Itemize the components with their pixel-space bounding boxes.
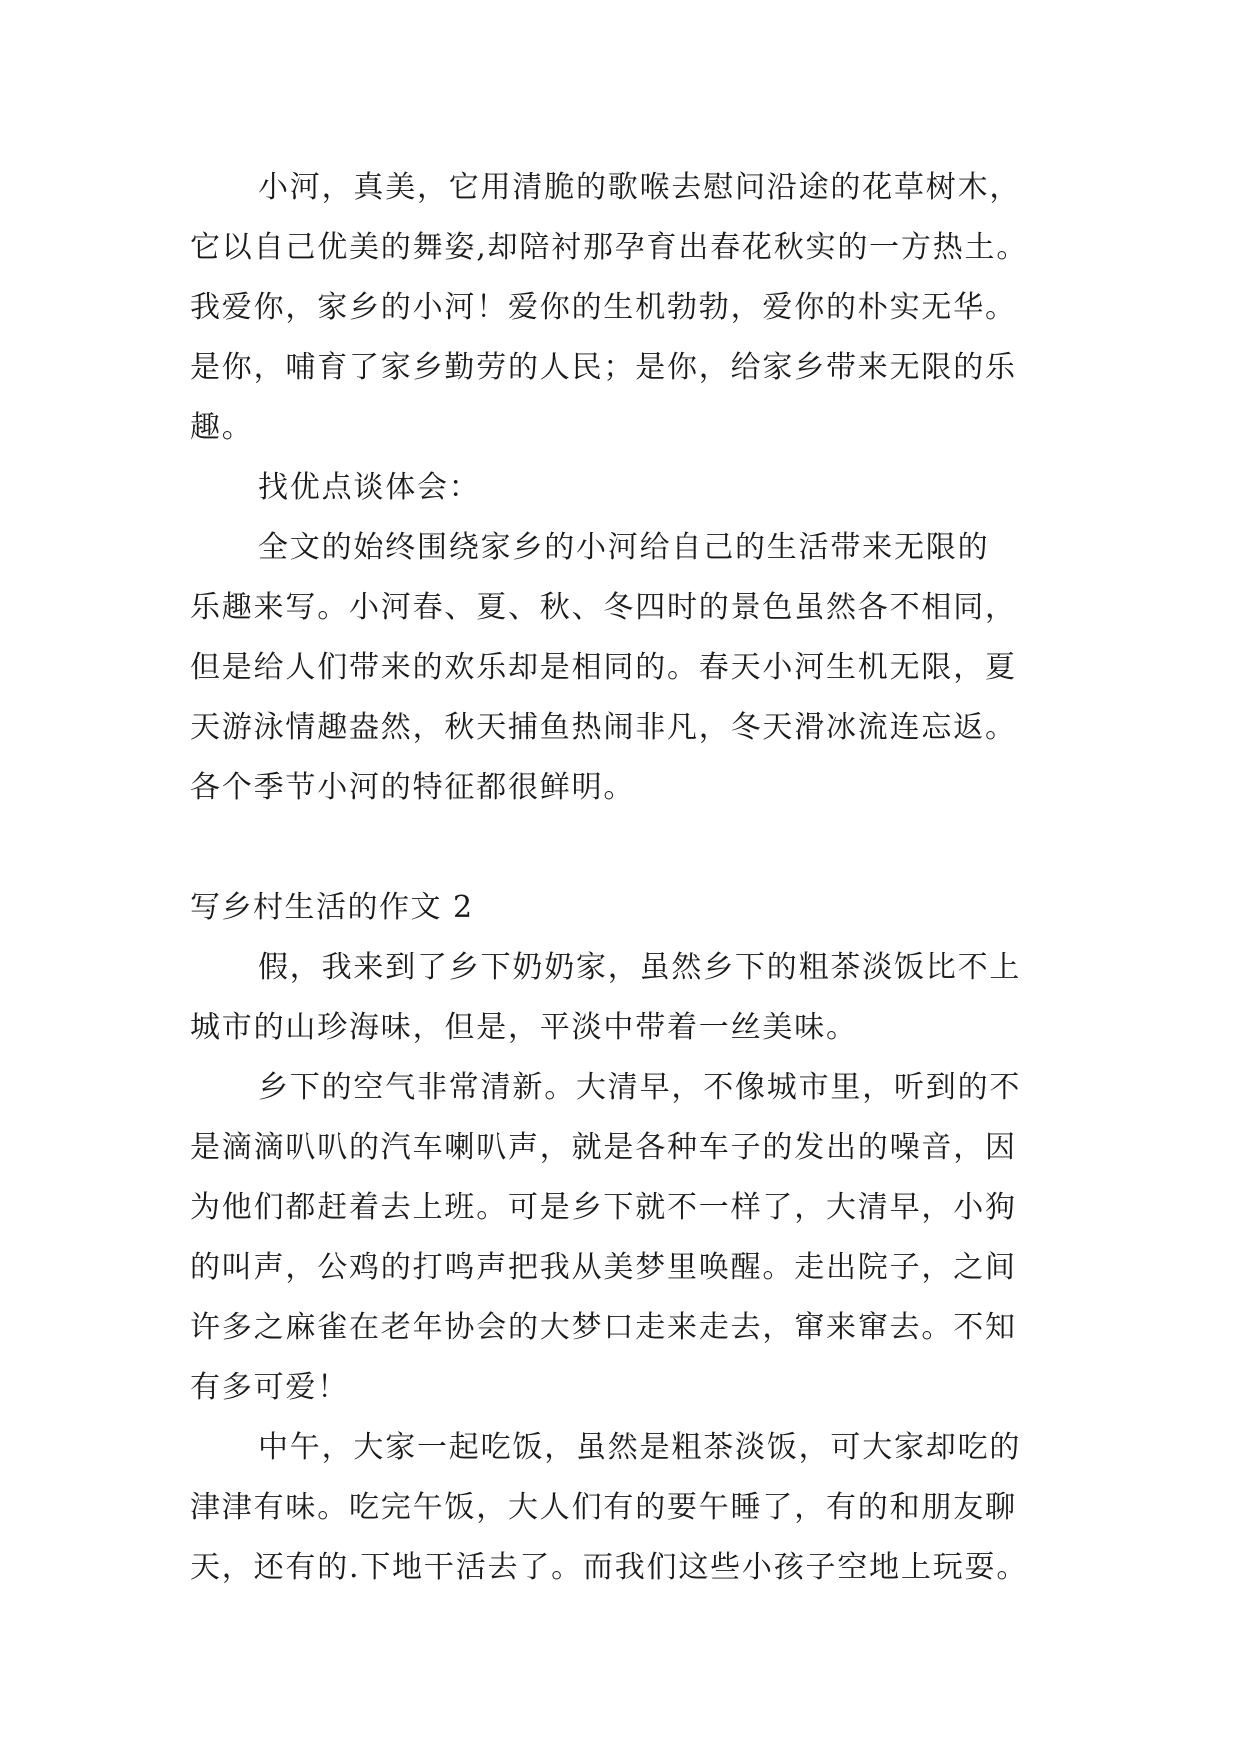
text-line: 它以自己优美的舞姿,却陪衬那孕育出春花秋实的一方热土。 (190, 230, 1029, 265)
text-line: 趣。 (190, 410, 254, 445)
text-line: 为他们都赶着去上班。可是乡下就不一样了，大清早，小狗 (190, 1190, 1017, 1225)
section-title: 写乡村生活的作文 2 (190, 890, 474, 925)
text-line: 但是给人们带来的欢乐却是相同的。春天小河生机无限，夏 (190, 650, 1017, 685)
text-line: 乡下的空气非常清新。大清早，不像城市里，听到的不 (258, 1070, 1022, 1105)
text-line: 的叫声，公鸡的打鸣声把我从美梦里唤醒。走出院子，之间 (190, 1250, 1017, 1285)
section-label: 找优点谈体会： (258, 470, 481, 505)
text-line: 是你，哺育了家乡勤劳的人民；是你，给家乡带来无限的乐 (190, 350, 1017, 385)
text-line: 城市的山珍海味，但是，平淡中带着一丝美味。 (190, 1010, 858, 1045)
text-line: 假，我来到了乡下奶奶家，虽然乡下的粗茶淡饭比不上 (258, 950, 1022, 985)
text-line: 小河，真美，它用清脆的歌喉去慰问沿途的花草树木， (258, 170, 1022, 205)
text-line: 天游泳情趣盎然，秋天捕鱼热闹非凡，冬天滑冰流连忘返。 (190, 710, 1017, 745)
text-line: 各个季节小河的特征都很鲜明。 (190, 770, 636, 805)
text-line: 津津有味。吃完午饭，大人们有的要午睡了，有的和朋友聊 (190, 1490, 1017, 1525)
text-line: 乐趣来写。小河春、夏、秋、冬四时的景色虽然各不相同， (190, 590, 1017, 625)
text-line: 中午，大家一起吃饭，虽然是粗茶淡饭，可大家却吃的 (258, 1430, 1022, 1465)
text-line: 有多可爱！ (190, 1370, 349, 1405)
text-line: 是滴滴叭叭的汽车喇叭声，就是各种车子的发出的噪音，因 (190, 1130, 1017, 1165)
text-line: 全文的始终围绕家乡的小河给自己的生活带来无限的 (258, 530, 990, 565)
text-line: 许多之麻雀在老年协会的大梦口走来走去，窜来窜去。不知 (190, 1310, 1017, 1345)
text-line: 天，还有的.下地干活去了。而我们这些小孩子空地上玩耍。 (190, 1550, 1029, 1585)
text-line: 我爱你，家乡的小河！爱你的生机勃勃，爱你的朴实无华。 (190, 290, 1017, 325)
